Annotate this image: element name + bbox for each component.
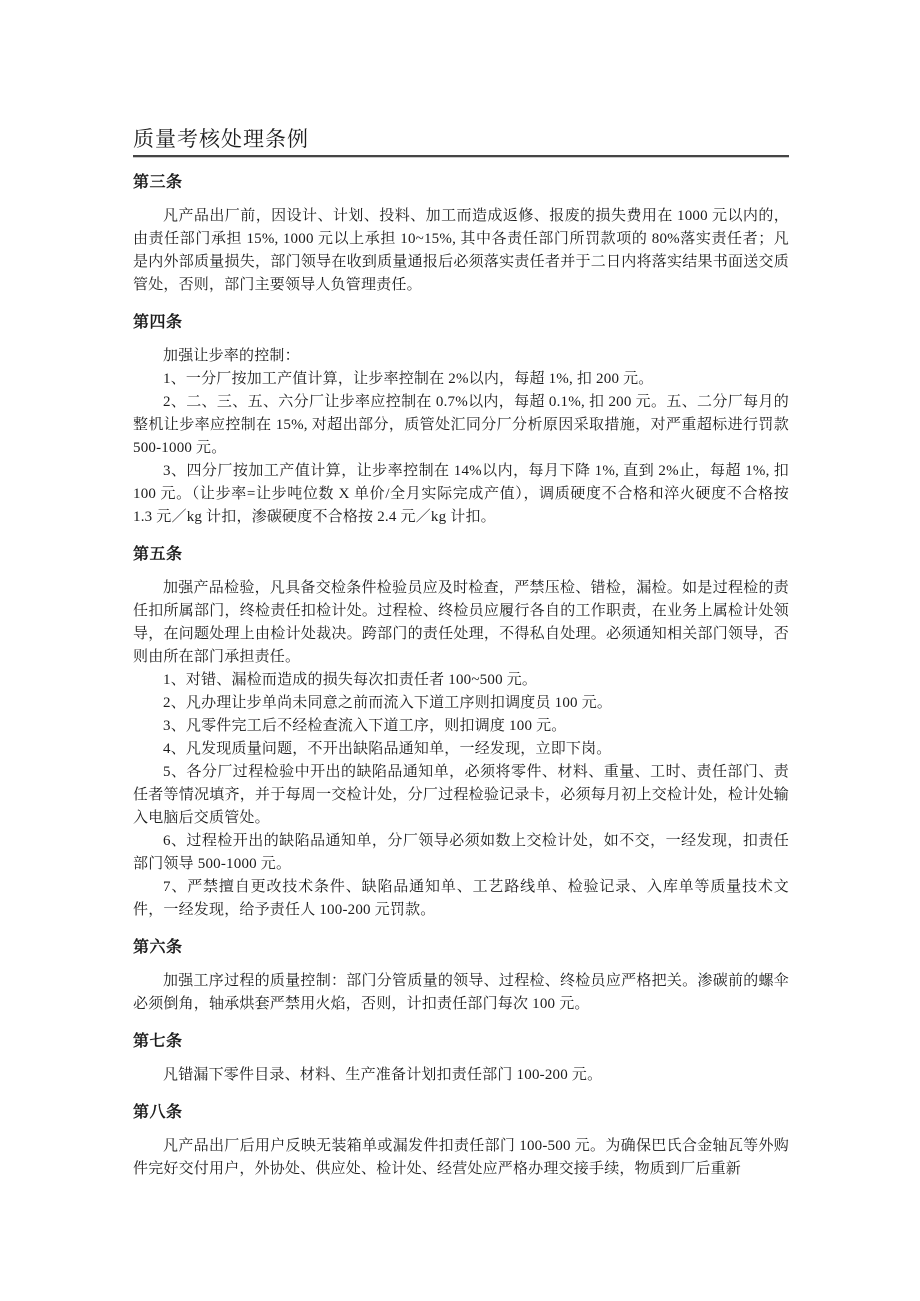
article-4-heading: 第四条 — [133, 314, 183, 331]
article-3 — [133, 171, 789, 297]
article-5-item-2: 2、凡办理让步单尚未同意之前而流入下道工序则扣调度员 100 元。 — [163, 695, 613, 711]
article-8-paragraph: 凡产品出厂后用户反映无装箱单或漏发件扣责任部门 100-500 元。为确保巴氏合金轴瓦等外购件完好交付用户，外协处、供应处、检计处、经营处应严格办理交接手续，物质到厂后重新 — [133, 1138, 789, 1177]
article-6-paragraph: 加强工序过程的质量控制：部门分管质量的领导、过程检、终检员应严格把关。渗碳前的螺伞必须倒角，轴承烘套严禁用火焰，否则，计扣责任部门每次 100 元。 — [133, 973, 789, 1012]
article-4 — [133, 311, 789, 529]
article-8 — [133, 1101, 789, 1181]
article-7 — [133, 1030, 789, 1087]
article-7-heading: 第七条 — [133, 1033, 183, 1050]
article-4-item-3: 3、四分厂按加工产值计算，让步率控制在 14%以内，每月下降 1%, 直到 2%止，每超 1%, 扣 100 元。（让步率=让步吨位数 X 单价/全月实际完成产值），调质硬度不合格和淬火硬度不合格按 1.3 元／kg 计扣，渗碳硬度不合格按 2.4 元／kg 计扣。 — [133, 463, 789, 525]
article-8-heading: 第八条 — [133, 1104, 183, 1121]
article-7-paragraph: 凡错漏下零件目录、材料、生产准备计划扣责任部门 100-200 元。 — [163, 1067, 603, 1083]
article-4-item-2: 2、二、三、五、六分厂让步率应控制在 0.7%以内，每超 0.1%, 扣 200 元。五、二分厂每月的整机让步率应控制在 15%, 对超出部分，质管处汇同分厂分析原因采取措施，对严重超标进行罚款 500-1000 元。 — [133, 394, 789, 456]
article-5-heading: 第五条 — [133, 546, 183, 563]
article-5-paragraph: 加强产品检验，凡具备交检条件检验员应及时检查，严禁压检、错检，漏检。如是过程检的责任扣所属部门，终检责任扣检计处。过程检、终检员应履行各自的工作职责，在业务上属检计处领导，在问题处理上由检计处裁决。跨部门的责任处理，不得私自处理。必须通知相关部门领导，否则由所在部门承担责任。 — [133, 580, 789, 665]
article-5 — [133, 543, 789, 922]
article-3-heading: 第三条 — [133, 174, 183, 191]
doc-title: 质量考核处理条例 — [133, 126, 789, 157]
article-6-heading: 第六条 — [133, 939, 183, 956]
article-5-item-6: 6、过程检开出的缺陷品通知单，分厂领导必须如数上交检计处，如不交，一经发现，扣责任部门领导 500-1000 元。 — [133, 833, 789, 872]
article-5-item-3: 3、凡零件完工后不经检查流入下道工序，则扣调度 100 元。 — [163, 718, 567, 734]
article-4-item-1: 1、一分厂按加工产值计算，让步率控制在 2%以内，每超 1%, 扣 200 元。 — [163, 371, 654, 387]
article-6 — [133, 936, 789, 1016]
article-5-item-4: 4、凡发现质量问题，不开出缺陷品通知单，一经发现，立即下岗。 — [163, 741, 612, 757]
article-4-paragraph: 加强让步率的控制： — [163, 348, 300, 364]
article-5-item-5: 5、各分厂过程检验中开出的缺陷品通知单，必须将零件、材料、重量、工时、责任部门、责任者等情况填齐，并于每周一交检计处，分厂过程检验记录卡，必须每月初上交检计处，检计处输入电脑后交质管处。 — [133, 764, 789, 826]
article-3-paragraph: 凡产品出厂前，因设计、计划、投料、加工而造成返修、报废的损失费用在 1000 元以内的，由责任部门承担 15%, 1000 元以上承担 10~15%, 其中各责任部门所罚款项的 80%落实责任者；凡是内外部质量损失，部门领导在收到质量通报后必须落实责任者并于二日内将落实结果书面送交质管处，否则，部门主要领导人负管理责任。 — [133, 208, 789, 293]
article-5-item-7: 7、严禁擅自更改技术条件、缺陷品通知单、工艺路线单、检验记录、入库单等质量技术文件，一经发现，给予责任人 100-200 元罚款。 — [133, 879, 789, 918]
article-5-item-1: 1、对错、漏检而造成的损失每次扣责任者 100~500 元。 — [163, 672, 538, 688]
